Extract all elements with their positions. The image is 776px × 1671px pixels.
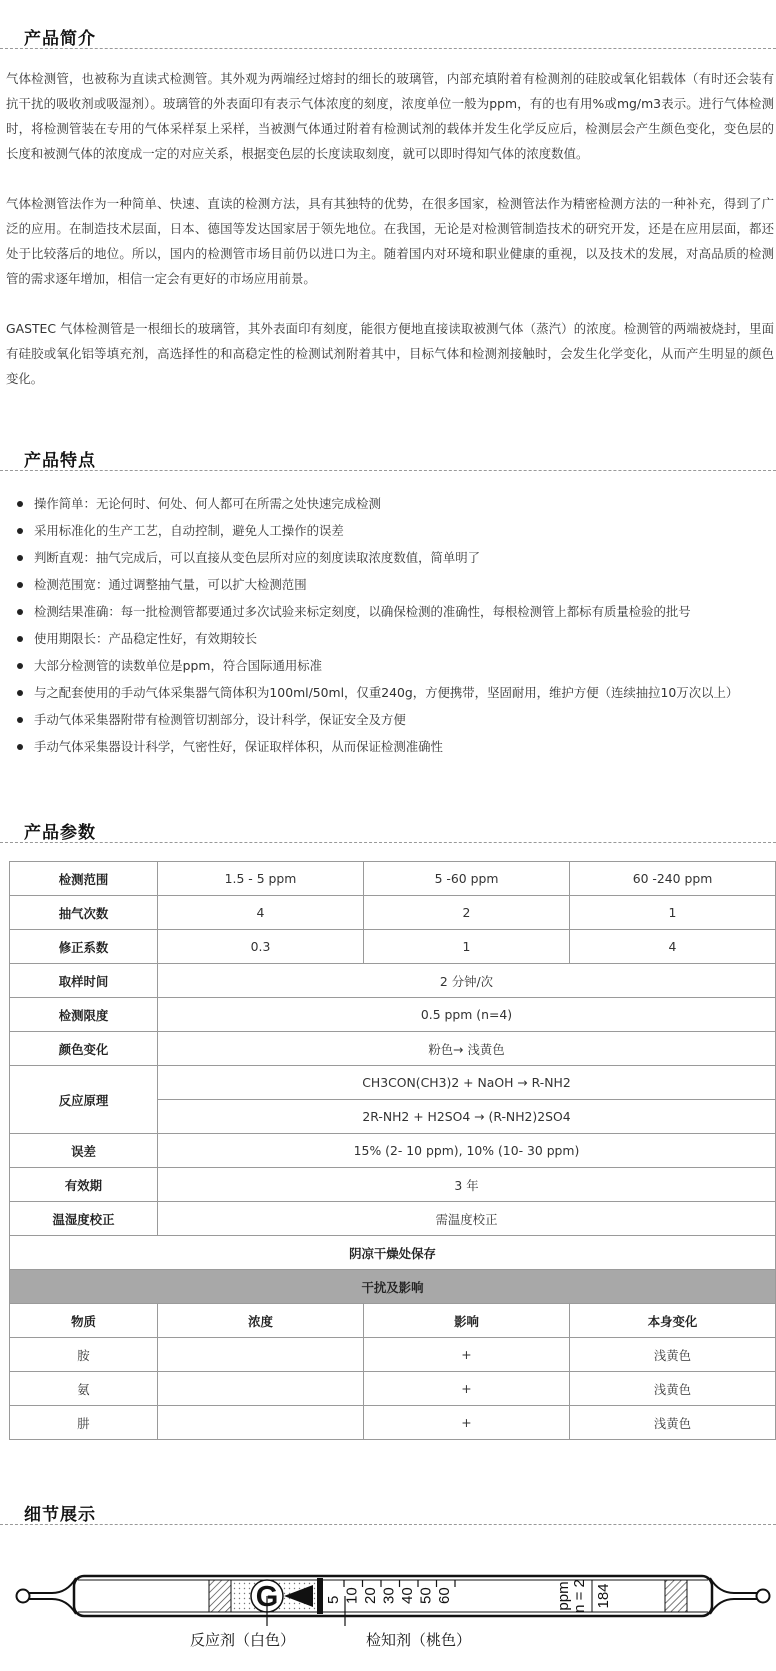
limit-label: 检测限度 <box>10 998 158 1032</box>
change-cell: 浅黄色 <box>570 1406 776 1440</box>
table-row <box>10 1202 776 1236</box>
concentration-cell <box>158 1372 364 1406</box>
intro-title: 产品简介 <box>24 29 96 49</box>
scale-unit: ppm <box>555 1581 572 1611</box>
table-row <box>10 1134 776 1168</box>
factor-value: 1 <box>364 930 570 964</box>
effect-cell: + <box>364 1338 570 1372</box>
shelf-label: 有效期 <box>10 1168 158 1202</box>
substance-cell: 氨 <box>10 1372 158 1406</box>
detail-divider <box>0 1524 776 1525</box>
range-value: 5 -60 ppm <box>364 862 570 896</box>
feature-item: 操作简单：无论何时、何处、何人都可在所需之处快速完成检测 <box>14 490 774 517</box>
scale-label: 30 <box>380 1587 398 1604</box>
feature-item: 与之配套使用的手动气体采集器气筒体积为100ml/50ml，仅重240g，方便携带，坚固耐用，维护方便（连续抽拉10万次以上） <box>14 679 774 706</box>
pumps-value: 1 <box>570 896 776 930</box>
feature-item: 检测范围宽：通过调整抽气量，可以扩大检测范围 <box>14 571 774 598</box>
table-row <box>10 998 776 1032</box>
scale-label: 20 <box>362 1587 379 1604</box>
feature-item: 检测结果准确：每一批检测管都要通过多次试验来标定刻度，以确保检测的准确性，每根检测管上都标有质量检验的批号 <box>14 598 774 625</box>
intro-paragraph-1: 气体检测管，也被称为直读式检测管。其外观为两端经过熔封的细长的玻璃管，内部充填附着有检测剂的硅胶或氧化铝载体（有时还会装有抗干扰的吸收剂或吸湿剂）。玻璃管的外表面印有表示气体浓度的刻度，浓度单位一般为ppm，有的也有用%或mg/m3表示。进行气体检测时，将检测管装在专用的气体采样泵上采样，当被测气体通过附着有检测试剂的载体并发生化学反应后，检测层会产生颜色变化，变色层的长度和被测气体的浓度成一定的对应关系，根据变色层的长度读取刻度，就可以即时得知气体的浓度数值。 <box>6 71 774 161</box>
table-row <box>10 896 776 930</box>
table-row <box>10 1406 776 1440</box>
detector-label: 检知剂（桃色） <box>366 1631 472 1649</box>
scale-label: 40 <box>399 1587 416 1604</box>
feature-item: 采用标准化的生产工艺，自动控制，避免人工操作的误差 <box>14 517 774 544</box>
table-row <box>10 1372 776 1406</box>
feature-item: 手动气体采集器附带有检测管切割部分，设计科学，保证安全及方便 <box>14 706 774 733</box>
column-header: 浓度 <box>158 1304 364 1338</box>
table-row <box>10 1066 776 1100</box>
table-row <box>10 1270 776 1304</box>
table-row <box>10 964 776 998</box>
effect-cell: + <box>364 1372 570 1406</box>
concentration-cell <box>158 1338 364 1372</box>
color-value: 粉色→ 浅黄色 <box>158 1032 776 1066</box>
table-row <box>10 1236 776 1270</box>
feature-item: 使用期限长：产品稳定性好，有效期较长 <box>14 625 774 652</box>
column-header: 影响 <box>364 1304 570 1338</box>
color-label: 颜色变化 <box>10 1032 158 1066</box>
storage-note: 阴凉干燥处保存 <box>10 1236 776 1270</box>
reaction-formula-1: CH3CON(CH3)2 + NaOH → R-NH2 <box>158 1066 776 1100</box>
change-cell: 浅黄色 <box>570 1338 776 1372</box>
shelf-value: 3 年 <box>158 1168 776 1202</box>
gastec-logo-letter: G <box>255 1581 279 1613</box>
features-divider <box>0 470 776 471</box>
pumps-value: 2 <box>364 896 570 930</box>
label-leaders <box>0 1596 776 1632</box>
table-row <box>10 1168 776 1202</box>
error-label: 误差 <box>10 1134 158 1168</box>
limit-value: 0.5 ppm (n=4) <box>158 998 776 1032</box>
column-header: 物质 <box>10 1304 158 1338</box>
table-row <box>10 862 776 896</box>
intro-paragraph-3: GASTEC 气体检测管是一根细长的玻璃管，其外表面印有刻度，能很方便地直接读取被测气体（蒸汽）的浓度。检测管的两端被烧封，里面有硅胶或氧化铝等填充剂，高选择性的和高稳定性的检测试剂附着其中，目标气体和检测剂接触时，会发生化学变化，从而产生明显的颜色变化。 <box>6 321 774 386</box>
scale-label: 50 <box>417 1587 435 1604</box>
features-list <box>14 490 774 760</box>
change-cell: 浅黄色 <box>570 1372 776 1406</box>
intro-divider <box>0 48 776 49</box>
reagent-label: 反应剂（白色） <box>190 1631 296 1649</box>
substance-cell: 肼 <box>10 1406 158 1440</box>
reaction-label: 反应原理 <box>10 1066 158 1134</box>
factor-value: 0.3 <box>158 930 364 964</box>
range-value: 1.5 - 5 ppm <box>158 862 364 896</box>
reaction-formula-2: 2R-NH2 + H2SO4 → (R-NH2)2SO4 <box>158 1100 776 1134</box>
effect-cell: + <box>364 1406 570 1440</box>
feature-item: 手动气体采集器设计科学，气密性好，保证取样体积，从而保证检测准确性 <box>14 733 774 760</box>
params-title: 产品参数 <box>24 823 96 843</box>
range-value: 60 -240 ppm <box>570 862 776 896</box>
params-table <box>9 861 776 1440</box>
scale-label: 5 <box>325 1595 342 1604</box>
interference-title: 干扰及影响 <box>10 1270 776 1304</box>
tube-code: 184 <box>595 1583 612 1609</box>
range-label: 检测范围 <box>10 862 158 896</box>
column-header: 本身变化 <box>570 1304 776 1338</box>
table-row <box>10 1032 776 1066</box>
error-value: 15% (2- 10 ppm), 10% (10- 30 ppm) <box>158 1134 776 1168</box>
intro-paragraph-2: 气体检测管法作为一种简单、快速、直读的检测方法，具有其独特的优势，在很多国家，检测管法作为精密检测方法的一种补充，得到了广泛的应用。在制造技术层面，日本、德国等发达国家居于领先地位。在我国，无论是对检测管制造技术的研究开发，还是在应用层面，都还处于比较落后的地位。所以，国内的检测管市场目前仍以进口为主。随着国内对环境和职业健康的重视，以及技术的发展，对高品质的检测管的需求逐年增加，相信一定会有更好的市场应用前景。 <box>6 196 774 286</box>
scale-label: 10 <box>343 1587 361 1604</box>
feature-item: 大部分检测管的读数单位是ppm，符合国际通用标准 <box>14 652 774 679</box>
table-row <box>10 1338 776 1372</box>
detail-title: 细节展示 <box>24 1505 96 1525</box>
feature-item: 判断直观：抽气完成后，可以直接从变色层所对应的刻度读取浓度数值，简单明了 <box>14 544 774 571</box>
pumps-label: 抽气次数 <box>10 896 158 930</box>
factor-label: 修正系数 <box>10 930 158 964</box>
concentration-cell <box>158 1406 364 1440</box>
features-title: 产品特点 <box>24 451 96 471</box>
pump-count-mark: n = 2 <box>571 1579 588 1613</box>
pumps-value: 4 <box>158 896 364 930</box>
sampling-label: 取样时间 <box>10 964 158 998</box>
scale-label: 60 <box>436 1587 453 1604</box>
temp-label: 温湿度校正 <box>10 1202 158 1236</box>
factor-value: 4 <box>570 930 776 964</box>
sampling-value: 2 分钟/次 <box>158 964 776 998</box>
temp-value: 需温度校正 <box>158 1202 776 1236</box>
table-row <box>10 930 776 964</box>
table-row <box>10 1304 776 1338</box>
params-divider <box>0 842 776 843</box>
substance-cell: 胺 <box>10 1338 158 1372</box>
